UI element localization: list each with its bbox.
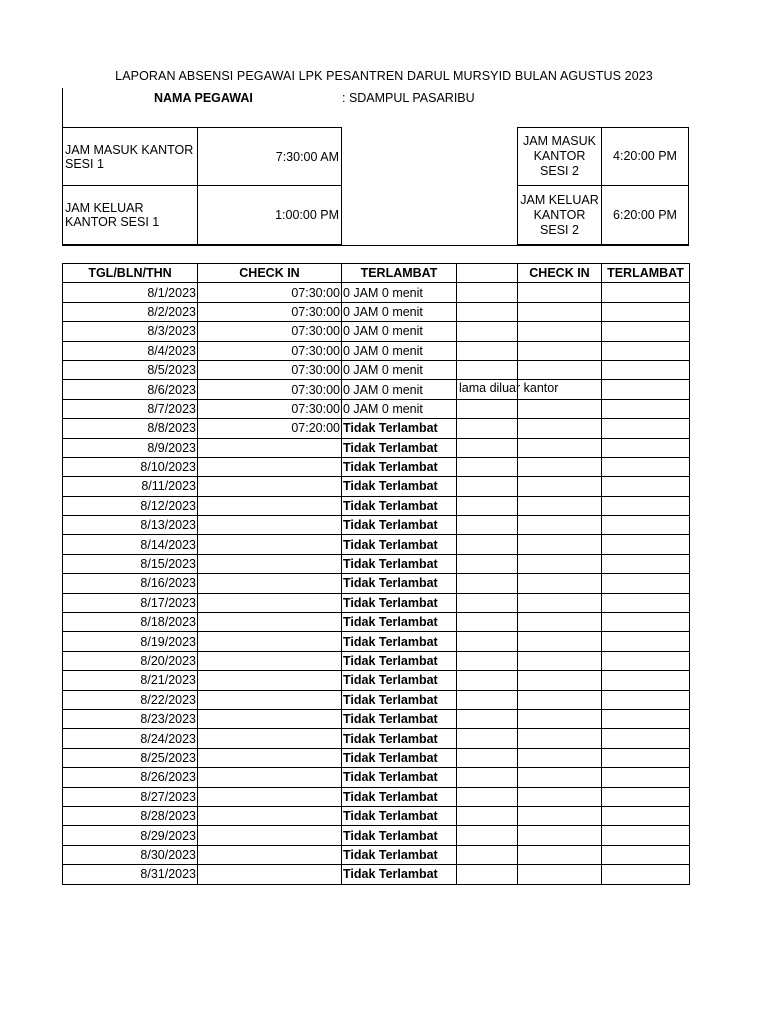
cell-note[interactable] [457, 341, 518, 360]
cell-checkin-2[interactable] [518, 690, 602, 709]
cell-late-2[interactable] [602, 613, 690, 632]
cell-note[interactable] [457, 845, 518, 864]
table-row [63, 729, 690, 748]
attendance-table [62, 263, 690, 885]
cell-note-text: lama diluar kantor [459, 381, 559, 396]
cell-checkin[interactable] [198, 768, 342, 787]
cell-checkin[interactable]: 07:30:00 [198, 399, 342, 418]
cell-late-2[interactable] [602, 554, 690, 573]
cell-late[interactable]: 0 JAM 0 menit [342, 360, 457, 379]
cell-late-2[interactable] [602, 399, 690, 418]
table-row [63, 613, 690, 632]
separator-line [62, 245, 689, 246]
cell-checkin[interactable] [198, 806, 342, 825]
cell-late-2[interactable] [602, 360, 690, 379]
cell-late-2[interactable] [602, 632, 690, 651]
cell-note[interactable] [457, 360, 518, 379]
cell-late[interactable]: 0 JAM 0 menit [342, 341, 457, 360]
table-row [63, 748, 690, 767]
cell-late[interactable]: Tidak Terlambat [342, 535, 457, 554]
cell-checkin-2[interactable] [518, 419, 602, 438]
cell-checkin-2[interactable] [518, 341, 602, 360]
cell-checkin-2[interactable] [518, 748, 602, 767]
cell-checkin-2[interactable] [518, 671, 602, 690]
cell-date[interactable]: 8/6/2023 [63, 380, 198, 399]
table-row [63, 768, 690, 787]
cell-date[interactable]: 8/16/2023 [63, 574, 198, 593]
cell-note[interactable] [457, 632, 518, 651]
cell-checkin[interactable] [198, 671, 342, 690]
cell-date[interactable]: 8/25/2023 [63, 748, 198, 767]
cell-checkin-2[interactable] [518, 709, 602, 728]
cell-note[interactable] [457, 516, 518, 535]
cell-late[interactable]: Tidak Terlambat [342, 438, 457, 457]
table-row [63, 593, 690, 612]
cell-late-2[interactable] [602, 322, 690, 341]
cell-date[interactable]: 8/12/2023 [63, 496, 198, 515]
cell-checkin-2[interactable] [518, 574, 602, 593]
cell-late[interactable]: Tidak Terlambat [342, 729, 457, 748]
cell-late[interactable]: Tidak Terlambat [342, 845, 457, 864]
cell-checkin[interactable]: 07:30:00 [198, 360, 342, 379]
cell-note[interactable] [457, 380, 559, 399]
cell-checkin[interactable] [198, 632, 342, 651]
cell-date[interactable]: 8/23/2023 [63, 709, 198, 728]
cell-late-2[interactable] [602, 380, 690, 399]
header-checkin: CHECK IN [198, 264, 342, 283]
cell-late-2[interactable] [602, 593, 690, 612]
cell-date[interactable]: 8/15/2023 [63, 554, 198, 573]
cell-date[interactable]: 8/2/2023 [63, 302, 198, 321]
cell-late-2[interactable] [602, 283, 690, 302]
cell-checkin-2[interactable] [518, 302, 602, 321]
table-row [63, 341, 690, 360]
cell-late-2[interactable] [602, 768, 690, 787]
sesi1-out-label: JAM KELUAR KANTOR SESI 1 [62, 185, 198, 245]
sesi2-out-label: JAM KELUAR KANTOR SESI 2 [517, 185, 602, 245]
table-row [63, 438, 690, 457]
cell-date[interactable]: 8/28/2023 [63, 806, 198, 825]
cell-checkin[interactable] [198, 477, 342, 496]
table-row [63, 399, 690, 418]
cell-late[interactable]: Tidak Terlambat [342, 787, 457, 806]
cell-note[interactable] [457, 535, 518, 554]
table-row [63, 380, 690, 399]
cell-late[interactable]: Tidak Terlambat [342, 690, 457, 709]
cell-note[interactable] [457, 671, 518, 690]
cell-late-2[interactable] [602, 826, 690, 845]
table-row [63, 477, 690, 496]
table-row [63, 651, 690, 670]
employee-name-value: : SDAMPUL PASARIBU [342, 91, 475, 105]
table-row [63, 457, 690, 476]
cell-checkin[interactable] [198, 438, 342, 457]
cell-late-2[interactable] [602, 709, 690, 728]
cell-note[interactable] [457, 787, 518, 806]
cell-late[interactable]: Tidak Terlambat [342, 671, 457, 690]
cell-date[interactable]: 8/14/2023 [63, 535, 198, 554]
cell-note[interactable] [457, 322, 518, 341]
cell-date[interactable]: 8/8/2023 [63, 419, 198, 438]
cell-checkin[interactable] [198, 593, 342, 612]
cell-late[interactable]: Tidak Terlambat [342, 554, 457, 573]
cell-late[interactable]: Tidak Terlambat [342, 806, 457, 825]
cell-date[interactable]: 8/27/2023 [63, 787, 198, 806]
cell-date[interactable]: 8/20/2023 [63, 651, 198, 670]
cell-checkin[interactable] [198, 574, 342, 593]
cell-note[interactable] [457, 399, 518, 418]
cell-late-2[interactable] [602, 690, 690, 709]
cell-date[interactable]: 8/11/2023 [63, 477, 198, 496]
cell-date[interactable]: 8/30/2023 [63, 845, 198, 864]
table-header-row [63, 264, 690, 283]
cell-note[interactable] [457, 806, 518, 825]
cell-late-2[interactable] [602, 477, 690, 496]
cell-note[interactable] [457, 438, 518, 457]
cell-late[interactable]: Tidak Terlambat [342, 516, 457, 535]
sesi1-in-label: JAM MASUK KANTOR SESI 1 [62, 127, 198, 186]
cell-note[interactable] [457, 477, 518, 496]
table-row [63, 709, 690, 728]
cell-checkin[interactable]: 07:30:00 [198, 322, 342, 341]
cell-checkin-2[interactable] [518, 865, 602, 884]
cell-note[interactable] [457, 613, 518, 632]
cell-late-2[interactable] [602, 516, 690, 535]
cell-late[interactable]: Tidak Terlambat [342, 826, 457, 845]
cell-checkin-2[interactable] [518, 593, 602, 612]
cell-date[interactable]: 8/9/2023 [63, 438, 198, 457]
sesi2-in-label: JAM MASUK KANTOR SESI 2 [517, 127, 602, 186]
table-row [63, 554, 690, 573]
cell-checkin-2[interactable] [518, 613, 602, 632]
cell-note[interactable] [457, 865, 518, 884]
cell-late[interactable]: Tidak Terlambat [342, 457, 457, 476]
cell-note[interactable] [457, 496, 518, 515]
cell-late[interactable]: 0 JAM 0 menit [342, 399, 457, 418]
cell-checkin-2[interactable] [518, 457, 602, 476]
cell-checkin[interactable]: 07:30:00 [198, 341, 342, 360]
cell-late[interactable]: Tidak Terlambat [342, 865, 457, 884]
cell-note[interactable] [457, 593, 518, 612]
cell-checkin-2[interactable] [518, 399, 602, 418]
cell-late[interactable]: Tidak Terlambat [342, 613, 457, 632]
cell-late-2[interactable] [602, 419, 690, 438]
cell-date[interactable]: 8/3/2023 [63, 322, 198, 341]
cell-date[interactable]: 8/17/2023 [63, 593, 198, 612]
table-row [63, 516, 690, 535]
cell-late-2[interactable] [602, 438, 690, 457]
left-border-line [62, 88, 63, 128]
cell-late[interactable]: 0 JAM 0 menit [342, 380, 457, 399]
cell-checkin[interactable] [198, 651, 342, 670]
cell-late-2[interactable] [602, 729, 690, 748]
cell-note[interactable] [457, 302, 518, 321]
table-row [63, 302, 690, 321]
sesi2-out-value[interactable]: 6:20:00 PM [601, 185, 689, 245]
cell-checkin-2[interactable] [518, 535, 602, 554]
cell-late-2[interactable] [602, 457, 690, 476]
cell-note[interactable] [457, 709, 518, 728]
header-date: TGL/BLN/THN [63, 264, 198, 283]
header-late: TERLAMBAT [342, 264, 457, 283]
cell-note[interactable] [457, 554, 518, 573]
cell-checkin-2[interactable] [518, 787, 602, 806]
cell-date[interactable]: 8/22/2023 [63, 690, 198, 709]
cell-checkin-2[interactable] [518, 729, 602, 748]
sesi2-in-value[interactable]: 4:20:00 PM [601, 127, 689, 186]
cell-late[interactable]: Tidak Terlambat [342, 419, 457, 438]
table-row [63, 419, 690, 438]
cell-note[interactable] [457, 419, 518, 438]
cell-late-2[interactable] [602, 845, 690, 864]
cell-late[interactable]: Tidak Terlambat [342, 477, 457, 496]
cell-checkin[interactable] [198, 748, 342, 767]
cell-checkin[interactable] [198, 535, 342, 554]
cell-late-2[interactable] [602, 496, 690, 515]
cell-checkin-2[interactable] [518, 632, 602, 651]
cell-late[interactable]: Tidak Terlambat [342, 651, 457, 670]
cell-checkin-2[interactable] [518, 477, 602, 496]
cell-checkin[interactable]: 07:30:00 [198, 283, 342, 302]
cell-late[interactable]: Tidak Terlambat [342, 709, 457, 728]
cell-late[interactable]: 0 JAM 0 menit [342, 302, 457, 321]
table-row [63, 826, 690, 845]
cell-note[interactable] [457, 690, 518, 709]
cell-date[interactable]: 8/29/2023 [63, 826, 198, 845]
cell-checkin[interactable] [198, 729, 342, 748]
cell-checkin-2[interactable] [518, 554, 602, 573]
cell-checkin[interactable] [198, 787, 342, 806]
cell-late[interactable]: 0 JAM 0 menit [342, 283, 457, 302]
sesi1-in-value[interactable]: 7:30:00 AM [197, 127, 342, 186]
cell-checkin-2[interactable] [518, 651, 602, 670]
cell-date[interactable]: 8/5/2023 [63, 360, 198, 379]
cell-note[interactable] [457, 651, 518, 670]
cell-checkin-2[interactable] [518, 845, 602, 864]
table-row [63, 322, 690, 341]
cell-checkin[interactable] [198, 865, 342, 884]
cell-checkin[interactable]: 07:30:00 [198, 302, 342, 321]
cell-date[interactable]: 8/10/2023 [63, 457, 198, 476]
cell-checkin[interactable] [198, 516, 342, 535]
cell-note[interactable] [457, 574, 518, 593]
cell-checkin-2[interactable] [518, 516, 602, 535]
cell-note[interactable] [457, 826, 518, 845]
cell-date[interactable]: 8/24/2023 [63, 729, 198, 748]
table-row [63, 283, 690, 302]
header-blank [457, 264, 518, 283]
cell-checkin-2[interactable] [518, 768, 602, 787]
table-row [63, 632, 690, 651]
cell-checkin[interactable] [198, 457, 342, 476]
cell-late-2[interactable] [602, 535, 690, 554]
cell-checkin[interactable] [198, 690, 342, 709]
cell-date[interactable]: 8/31/2023 [63, 865, 198, 884]
table-row [63, 535, 690, 554]
cell-checkin-2[interactable] [518, 283, 602, 302]
cell-note[interactable] [457, 768, 518, 787]
header-checkin-2: CHECK IN [518, 264, 602, 283]
cell-date[interactable]: 8/19/2023 [63, 632, 198, 651]
table-row [63, 574, 690, 593]
cell-late-2[interactable] [602, 574, 690, 593]
cell-late[interactable]: Tidak Terlambat [342, 574, 457, 593]
sesi1-out-value[interactable]: 1:00:00 PM [197, 185, 342, 245]
table-row [63, 690, 690, 709]
cell-checkin-2[interactable] [518, 360, 602, 379]
cell-date[interactable]: 8/26/2023 [63, 768, 198, 787]
cell-late-2[interactable] [602, 748, 690, 767]
cell-note[interactable] [457, 729, 518, 748]
cell-date[interactable]: 8/13/2023 [63, 516, 198, 535]
table-row [63, 360, 690, 379]
cell-late[interactable]: Tidak Terlambat [342, 496, 457, 515]
cell-late-2[interactable] [602, 865, 690, 884]
cell-late-2[interactable] [602, 671, 690, 690]
cell-note[interactable] [457, 748, 518, 767]
cell-late[interactable]: Tidak Terlambat [342, 632, 457, 651]
cell-late-2[interactable] [602, 806, 690, 825]
report-title: LAPORAN ABSENSI PEGAWAI LPK PESANTREN DARUL MURSYID BULAN AGUSTUS 2023 [115, 69, 653, 83]
cell-checkin[interactable]: 07:30:00 [198, 380, 342, 399]
cell-date[interactable]: 8/1/2023 [63, 283, 198, 302]
cell-date[interactable]: 8/18/2023 [63, 613, 198, 632]
cell-late-2[interactable] [602, 787, 690, 806]
cell-late[interactable]: Tidak Terlambat [342, 748, 457, 767]
cell-checkin[interactable] [198, 554, 342, 573]
cell-checkin-2[interactable] [518, 826, 602, 845]
cell-date[interactable]: 8/21/2023 [63, 671, 198, 690]
cell-checkin-2[interactable] [518, 322, 602, 341]
cell-date[interactable]: 8/7/2023 [63, 399, 198, 418]
cell-late[interactable]: Tidak Terlambat [342, 768, 457, 787]
cell-checkin[interactable] [198, 845, 342, 864]
cell-late[interactable]: 0 JAM 0 menit [342, 322, 457, 341]
table-row [63, 865, 690, 884]
table-row [63, 806, 690, 825]
table-row [63, 845, 690, 864]
header-late-2: TERLAMBAT [602, 264, 690, 283]
table-row [63, 496, 690, 515]
cell-checkin-2[interactable] [518, 438, 602, 457]
cell-checkin[interactable] [198, 826, 342, 845]
cell-checkin-2[interactable] [518, 496, 602, 515]
cell-checkin[interactable] [198, 613, 342, 632]
cell-checkin[interactable]: 07:20:00 [198, 419, 342, 438]
cell-late-2[interactable] [602, 651, 690, 670]
cell-checkin[interactable] [198, 496, 342, 515]
table-row [63, 671, 690, 690]
cell-checkin[interactable] [198, 709, 342, 728]
cell-note[interactable] [457, 457, 518, 476]
cell-note[interactable] [457, 283, 518, 302]
cell-late[interactable]: Tidak Terlambat [342, 593, 457, 612]
cell-late-2[interactable] [602, 341, 690, 360]
table-row [63, 787, 690, 806]
employee-name-label: NAMA PEGAWAI [154, 91, 253, 105]
cell-late-2[interactable] [602, 302, 690, 321]
cell-checkin-2[interactable] [518, 806, 602, 825]
cell-date[interactable]: 8/4/2023 [63, 341, 198, 360]
